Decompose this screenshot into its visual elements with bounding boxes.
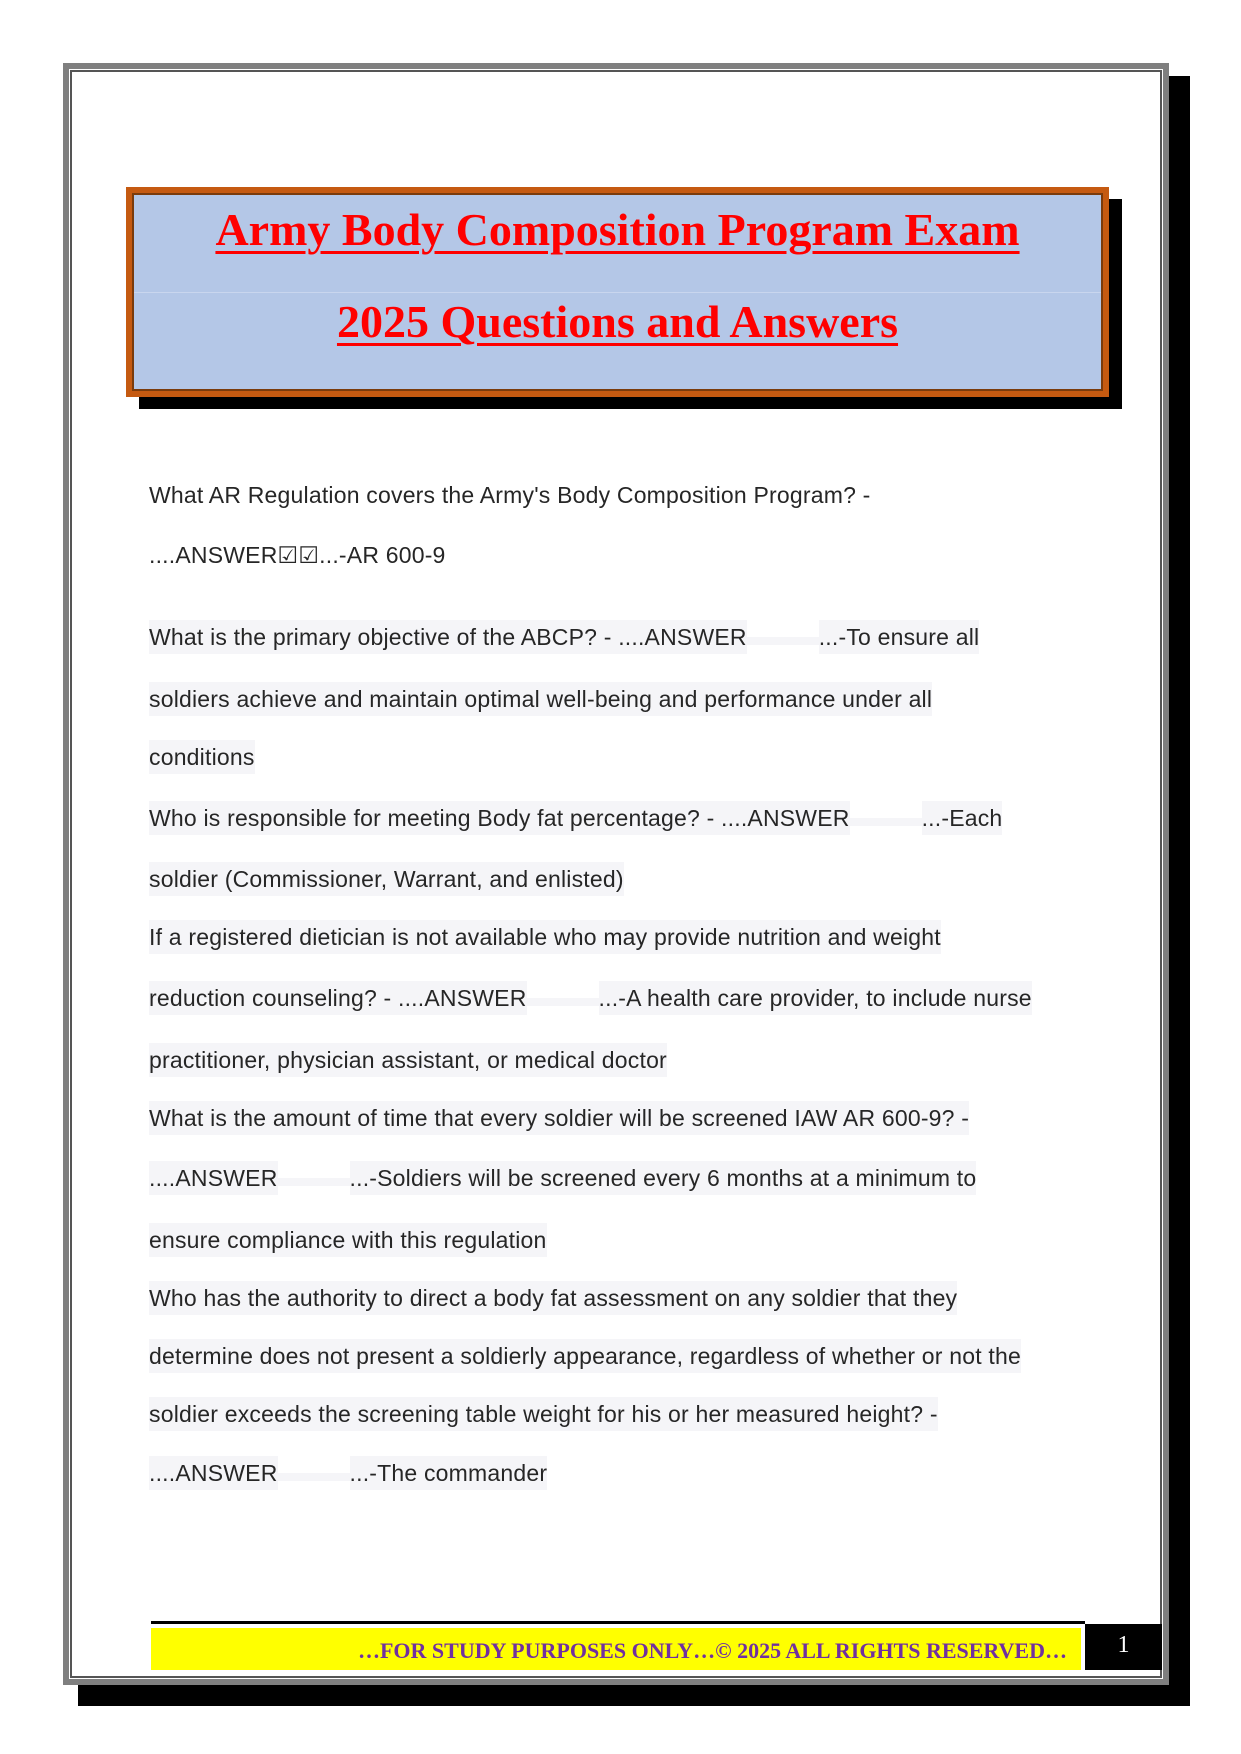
answer-gap xyxy=(278,1178,350,1186)
question-5-line-1 xyxy=(149,1105,969,1132)
question-6-line-1 xyxy=(149,1285,957,1312)
document-title-line-2: 2025 Questions and Answers xyxy=(336,296,899,347)
question-5-line-2 xyxy=(149,1165,976,1192)
answer-5-continued: ensure compliance with this regulation xyxy=(149,1223,547,1257)
question-1-text: What AR Regulation covers the Army's Body Composition Program? - xyxy=(149,482,871,508)
question-5-text: What is the amount of time that every soldier will be screened IAW AR 600-9? - xyxy=(149,1101,969,1135)
question-4-line-2 xyxy=(149,985,1032,1012)
question-6-continued: determine does not present a soldierly appearance, regardless of whether or not the xyxy=(149,1339,1021,1373)
question-4-text: If a registered dietician is not available who may provide nutrition and weight xyxy=(149,920,941,954)
answer-1-text: ....ANSWER☑☑...-AR 600-9 xyxy=(149,542,446,568)
footer-notice: …FOR STUDY PURPOSES ONLY…© 2025 ALL RIGHTS RESERVED… xyxy=(151,1628,1081,1670)
answer-gap xyxy=(747,637,819,645)
question-3-line-1 xyxy=(149,805,1002,832)
question-6-end: soldier exceeds the screening table weight for his or her measured height? - xyxy=(149,1397,938,1431)
answer-gap xyxy=(850,818,922,826)
question-2-text: What is the primary objective of the ABCP? - ....ANSWER xyxy=(149,620,747,654)
question-4-line-1 xyxy=(149,924,941,951)
question-6-text: Who has the authority to direct a body fat assessment on any soldier that they xyxy=(149,1281,957,1315)
question-3-line-2 xyxy=(149,866,624,893)
answer-2-text: ...-To ensure all xyxy=(819,620,980,654)
question-4-continued: reduction counseling? - ....ANSWER xyxy=(149,981,527,1015)
question-1-line-2 xyxy=(149,542,446,569)
answer-gap xyxy=(278,1473,350,1481)
question-1-line-1 xyxy=(149,482,871,509)
answer-6-text: ...-The commander xyxy=(350,1456,548,1490)
answer-4-continued: practitioner, physician assistant, or medical doctor xyxy=(149,1043,667,1077)
answer-5-label: ....ANSWER xyxy=(149,1161,278,1195)
answer-3-continued: soldier (Commissioner, Warrant, and enlisted) xyxy=(149,862,624,896)
document-title-line-1: Army Body Composition Program Exam xyxy=(215,204,1020,255)
question-6-line-4 xyxy=(149,1460,547,1487)
answer-3-text: ...-Each xyxy=(922,801,1003,835)
question-6-line-2 xyxy=(149,1343,1021,1370)
answer-gap xyxy=(527,998,599,1006)
answer-6-label: ....ANSWER xyxy=(149,1456,278,1490)
answer-2-continued: soldiers achieve and maintain optimal well-being and performance under all xyxy=(149,682,932,716)
answer-2-end: conditions xyxy=(149,740,255,774)
footer-rule xyxy=(151,1621,1085,1624)
answer-5-text: ...-Soldiers will be screened every 6 months at a minimum to xyxy=(350,1161,977,1195)
question-4-line-3 xyxy=(149,1047,667,1074)
question-2-line-2 xyxy=(149,686,932,713)
question-3-text: Who is responsible for meeting Body fat percentage? - ....ANSWER xyxy=(149,801,850,835)
question-2-line-3 xyxy=(149,744,255,771)
answer-4-text: ...-A health care provider, to include nurse xyxy=(599,981,1032,1015)
title-divider xyxy=(134,292,1101,293)
page-number: 1 xyxy=(1085,1624,1162,1670)
question-6-line-3 xyxy=(149,1401,938,1428)
question-5-line-3 xyxy=(149,1227,547,1254)
question-2-line-1 xyxy=(149,624,979,651)
